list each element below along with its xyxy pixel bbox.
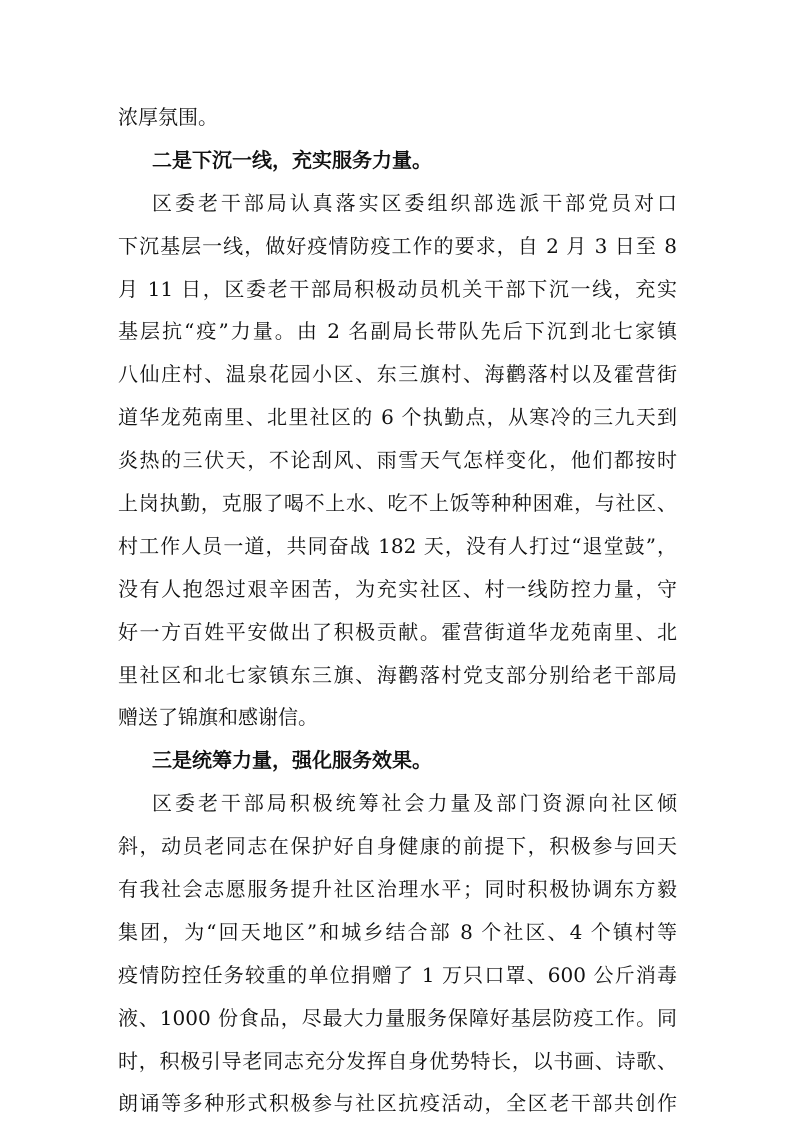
- text-line: 上岗执勤，克服了喝不上水、吃不上饭等种种困难，与社区、: [118, 491, 677, 516]
- text-line: 疫情防控任务较重的单位捐赠了 1 万只口罩、600 公斤消毒: [118, 962, 677, 987]
- text-line: 时，积极引导老同志充分发挥自身优势特长，以书画、诗歌、: [118, 1048, 677, 1073]
- text-line: 道华龙苑南里、北里社区的 6 个执勤点，从寒冷的三九天到: [118, 405, 677, 430]
- text-line: 区委老干部局认真落实区委组织部选派干部党员对口: [152, 190, 677, 215]
- text-line: 下沉基层一线，做好疫情防疫工作的要求，自 2 月 3 日至 8: [118, 233, 677, 258]
- text-line: 炎热的三伏天，不论刮风、雨雪天气怎样变化，他们都按时: [118, 448, 677, 473]
- text-line: 集团，为“回天地区”和城乡结合部 8 个社区、4 个镇村等: [118, 919, 677, 944]
- text-line: 村工作人员一道，共同奋战 182 天，没有人打过“退堂鼓”，: [118, 533, 677, 558]
- text-line: 斜，动员老同志在保护好自身健康的前提下，积极参与回天: [118, 834, 677, 859]
- text-line: 浓厚氛围。: [118, 105, 218, 129]
- text-line: 液、1000 份食品，尽最大力量服务保障好基层防疫工作。同: [118, 1005, 677, 1030]
- text-line: 没有人抱怨过艰辛困苦，为充实社区、村一线防控力量，守: [118, 576, 677, 601]
- text-line: 好一方百姓平安做出了积极贡献。霍营街道华龙苑南里、北: [118, 619, 677, 644]
- text-line: 赠送了锦旗和感谢信。: [118, 705, 318, 730]
- text-line: 月 11 日，区委老干部局积极动员机关干部下沉一线，充实: [118, 276, 677, 301]
- text-line: 朗诵等多种形式积极参与社区抗疫活动，全区老干部共创作: [118, 1091, 677, 1116]
- section-heading: 二是下沉一线，充实服务力量。: [152, 147, 432, 172]
- text-line: 八仙庄村、温泉花园小区、东三旗村、海鹳落村以及霍营街: [118, 362, 677, 387]
- text-line: 里社区和北七家镇东三旗、海鹳落村党支部分别给老干部局: [118, 662, 677, 687]
- text-line: 有我社会志愿服务提升社区治理水平；同时积极协调东方毅: [118, 877, 677, 902]
- section-heading: 三是统筹力量，强化服务效果。: [152, 748, 432, 773]
- text-line: 基层抗“疫”力量。由 2 名副局长带队先后下沉到北七家镇: [118, 319, 677, 344]
- text-line: 区委老干部局积极统筹社会力量及部门资源向社区倾: [152, 791, 677, 816]
- document-page: [118, 96, 677, 1125]
